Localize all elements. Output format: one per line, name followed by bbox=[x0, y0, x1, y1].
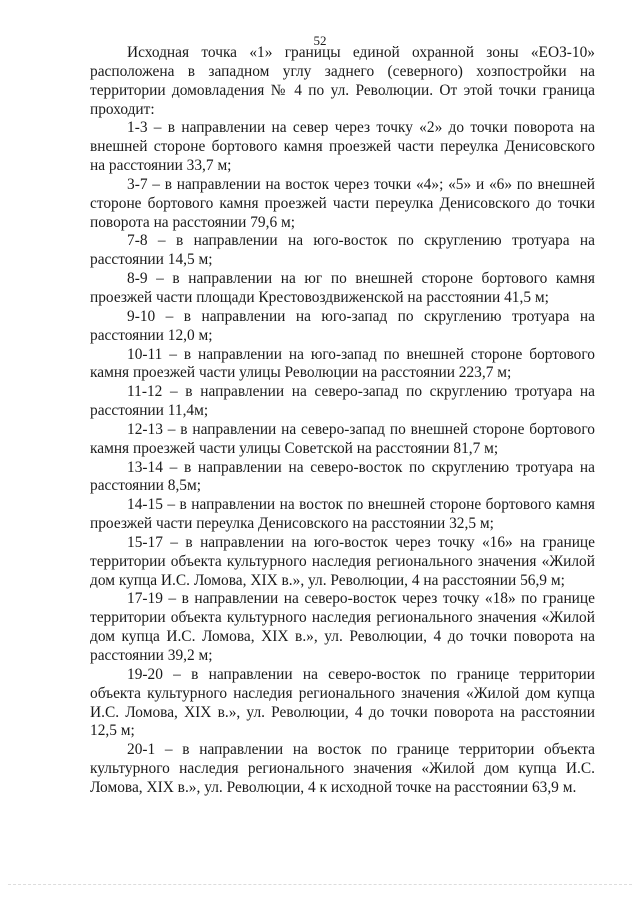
paragraph-intro: Исходная точка «1» границы единой охранной зоны «ЕОЗ-10» расположена в западном углу заднего (северного) хозпостройки на территории домовладения № 4 по ул. Революции. От этой точки граница проходит: bbox=[90, 44, 595, 118]
paragraph-segment-20-1: 20-1 – в направлении на восток по границе территории объекта культурного наследия регионального значения «Жилой дом купца И.С. Ломова, XIX в.», ул. Революции, 4 к исходной точке на расстоянии 63,9 м. bbox=[90, 741, 595, 796]
scan-edge-artifact bbox=[8, 884, 632, 887]
paragraph-segment-14-15: 14-15 – в направлении на восток по внешней стороне бортового камня проезжей части переулка Денисовского на расстоянии 32,5 м; bbox=[90, 496, 595, 533]
paragraph-segment-19-20: 19-20 – в направлении на северо-восток по границе территории объекта культурного наследия регионального значения «Жилой дом купца И.С. Ломова, XIX в.», ул. Революции, 4 до точки поворота на расстоянии 12,5 м; bbox=[90, 665, 595, 740]
paragraph-segment-15-17: 15-17 – в направлении на юго-восток через точку «16» на границе территории объекта культурного наследия регионального значения «Жилой дом купца И.С. Ломова, XIX в.», ул. Революции, 4 на расстоянии 56,9 м; bbox=[90, 533, 595, 589]
page-number: 52 bbox=[313, 33, 327, 48]
document-body bbox=[90, 44, 595, 798]
paragraph-segment-12-13: 12-13 – в направлении на северо-запад по внешней стороне бортового камня проезжей части улицы Советской на расстоянии 81,7 м; bbox=[90, 420, 595, 457]
paragraph-segment-17-19: 17-19 – в направлении на северо-восток через точку «18» по границе территории объекта культурного наследия регионального значения «Жилой дом купца И.С. Ломова, XIX в.», ул. Революции, 4 до точки поворота на расстоянии 39,2 м; bbox=[90, 590, 595, 664]
paragraph-segment-11-12: 11-12 – в направлении на северо-запад по скруглению тротуара на расстоянии 11,4м; bbox=[90, 383, 595, 420]
paragraph-segment-8-9: 8-9 – в направлении на юг по внешней стороне бортового камня проезжей части площади Крестовоздвиженской на расстоянии 41,5 м; bbox=[90, 270, 595, 306]
paragraph-segment-10-11: 10-11 – в направлении на юго-запад по внешней стороне бортового камня проезжей части улицы Революции на расстоянии 223,7 м; bbox=[90, 345, 595, 382]
paragraph-segment-3-7: 3-7 – в направлении на восток через точки «4»; «5» и «6» по внешней стороне бортового камня проезжей части переулка Денисовского до точки поворота на расстоянии 79,6 м; bbox=[90, 175, 595, 231]
paragraph-segment-9-10: 9-10 – в направлении на юго-запад по скруглению тротуара на расстоянии 12,0 м; bbox=[90, 307, 595, 344]
paragraph-segment-7-8: 7-8 – в направлении на юго-восток по скруглению тротуара на расстоянии 14,5 м; bbox=[90, 232, 595, 269]
paragraph-segment-1-3: 1-3 – в направлении на север через точку «2» до точки поворота на внешней стороне бортового камня проезжей части переулка Денисовского на расстоянии 33,7 м; bbox=[90, 119, 595, 175]
paragraph-segment-13-14: 13-14 – в направлении на северо-восток по скруглению тротуара на расстоянии 8,5м; bbox=[90, 458, 595, 495]
